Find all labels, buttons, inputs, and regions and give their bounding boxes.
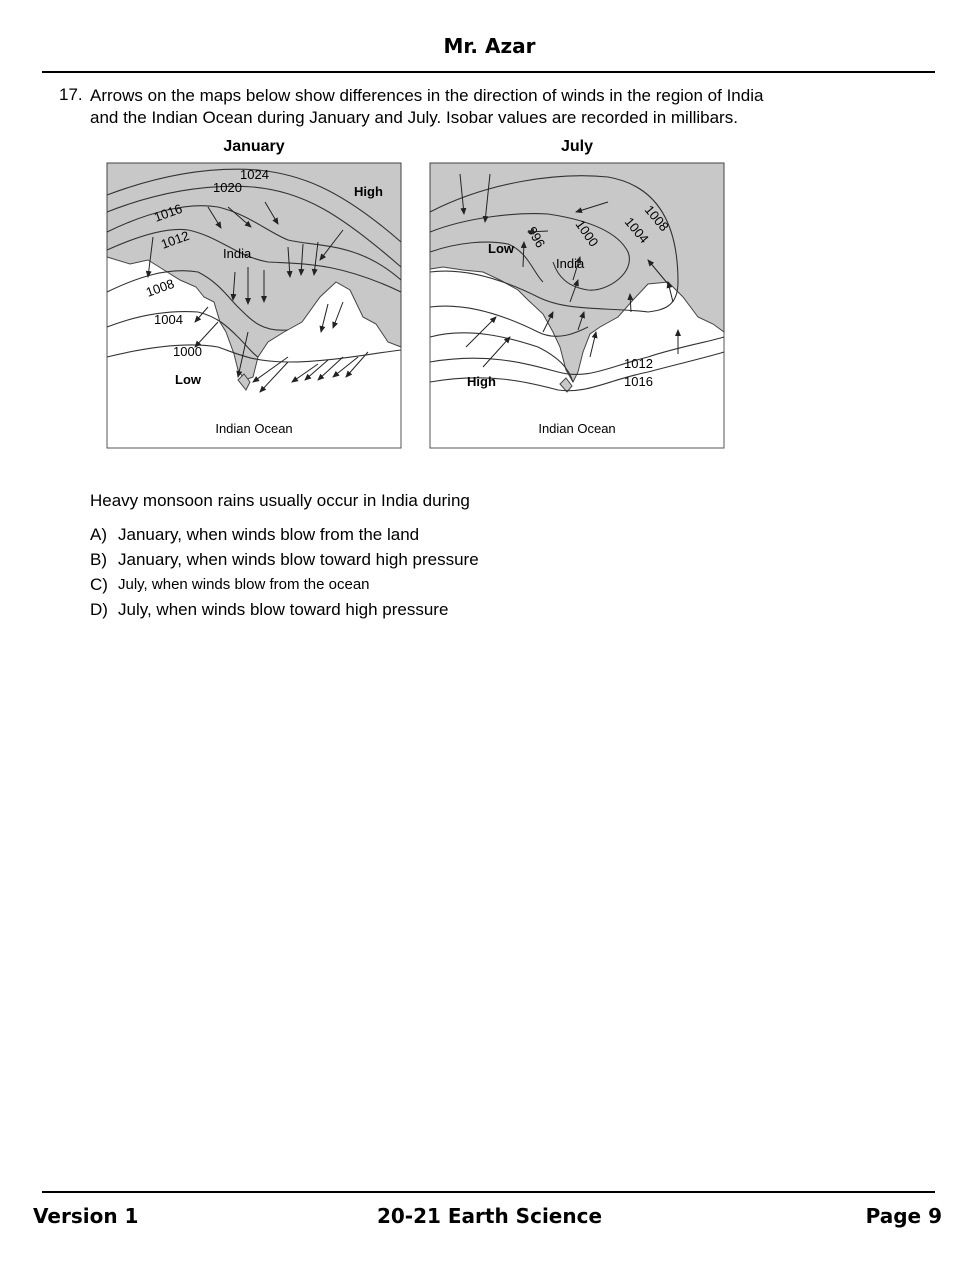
footer-page-number: Page 9 [865, 1204, 942, 1228]
january-isobar-label: 1000 [173, 344, 202, 359]
july-isobar-label: 1004 [621, 214, 652, 247]
july-high-label: High [467, 374, 496, 389]
choice-letter: D) [90, 600, 108, 619]
july-isobar-label: 1008 [641, 202, 672, 235]
question-text [90, 85, 870, 129]
july-low-label: Low [488, 241, 514, 256]
january-india-label: India [223, 246, 252, 261]
choice-text: July, when winds blow from the ocean [118, 576, 370, 593]
july-ocean-label: Indian Ocean [538, 421, 616, 436]
july-isobar-label: 1000 [572, 217, 602, 250]
january-low-label: Low [175, 372, 201, 387]
answer-choice[interactable] [90, 550, 479, 575]
january-ocean-label: Indian Ocean [215, 421, 293, 436]
january-isobar-label: 1016 [151, 200, 185, 225]
header-rule [42, 71, 935, 73]
july-map-title: July [560, 138, 594, 155]
choice-letter: C) [90, 575, 108, 594]
answer-choices [90, 525, 479, 625]
january-map [107, 138, 401, 448]
answer-choice[interactable] [90, 600, 479, 625]
july-isobar-label: 1016 [624, 374, 653, 389]
january-isobar-label: 1004 [154, 312, 183, 327]
question-text-line1: Arrows on the maps below show differences in the direction of winds in the region of India [90, 86, 764, 105]
choice-text: January, when winds blow toward high pressure [118, 550, 479, 569]
january-isobar-label: 1012 [158, 227, 192, 252]
january-isobar-label: 1008 [143, 275, 177, 300]
july-isobar-label: 1012 [624, 356, 653, 371]
page-header-title: Mr. Azar [443, 34, 536, 58]
january-map-title: January [223, 138, 285, 155]
question-text-line2: and the Indian Ocean during January and July. Isobar values are recorded in millibars. [90, 108, 738, 127]
july-india-label: India [556, 256, 585, 271]
monsoon-maps-figure [88, 132, 748, 462]
january-high-label: High [354, 184, 383, 199]
question-stem: Heavy monsoon rains usually occur in India during [90, 491, 470, 510]
july-map [430, 138, 724, 448]
choice-text: July, when winds blow toward high pressure [118, 600, 449, 619]
question-number: 17. [59, 85, 83, 104]
choice-letter: B) [90, 550, 107, 569]
answer-choice[interactable] [90, 525, 479, 550]
january-isobar-label: 1024 [240, 167, 269, 182]
footer-course: 20-21 Earth Science [376, 1204, 603, 1228]
choice-text: January, when winds blow from the land [118, 525, 420, 544]
july-isobar-label: 996 [524, 224, 549, 251]
choice-letter: A) [90, 525, 107, 544]
answer-choice[interactable] [90, 575, 479, 600]
footer-version: Version 1 [33, 1204, 139, 1228]
footer-rule [42, 1191, 935, 1193]
january-isobar-label: 1020 [213, 180, 242, 195]
